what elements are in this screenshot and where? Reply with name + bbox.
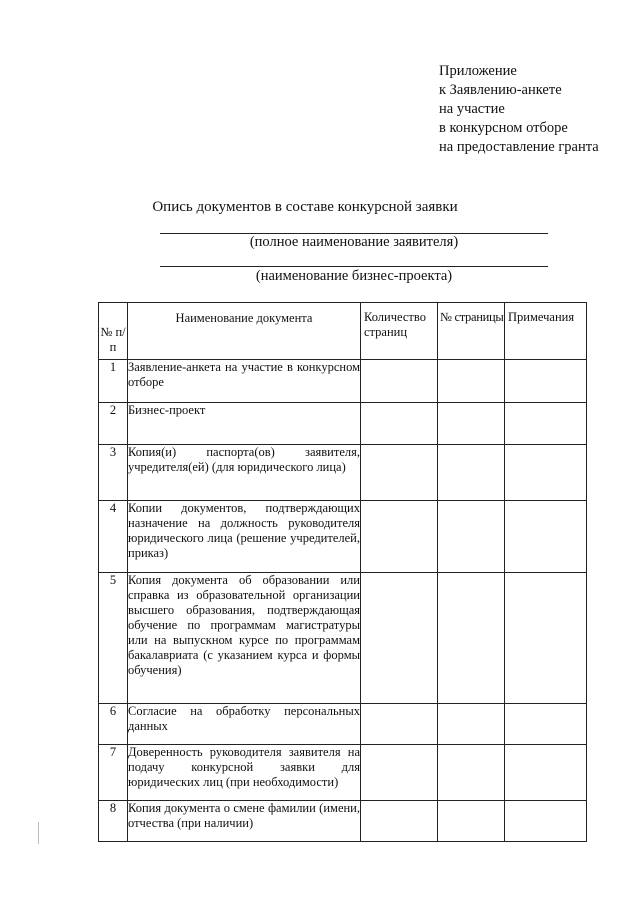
header-name: Наименование документа xyxy=(128,303,361,360)
pages-cell xyxy=(361,501,438,573)
project-name-line xyxy=(160,266,548,267)
header-pages: Количество страниц xyxy=(361,303,438,360)
appendix-line: в конкурсном отборе xyxy=(439,120,568,136)
notes-cell xyxy=(505,745,587,801)
document-name: Копия документа о смене фамилии (имени, отчества (при наличии) xyxy=(128,801,361,842)
row-number: 8 xyxy=(99,801,128,842)
table-row xyxy=(99,573,587,704)
header-notes: Примечания xyxy=(505,303,587,360)
header-page-no: № страницы xyxy=(438,303,505,360)
page-no-cell xyxy=(438,403,505,445)
document-name: Заявление-анкета на участие в конкурсном отборе xyxy=(128,360,361,403)
appendix-line: Приложение xyxy=(439,63,517,79)
table-row xyxy=(99,704,587,745)
appendix-line: на предоставление гранта xyxy=(439,139,599,155)
appendix-header xyxy=(439,62,599,157)
table-row xyxy=(99,501,587,573)
page-no-cell xyxy=(438,360,505,403)
pages-cell xyxy=(361,801,438,842)
document-name: Бизнес-проект xyxy=(128,403,361,445)
pages-cell xyxy=(361,745,438,801)
page-no-cell xyxy=(438,501,505,573)
row-number: 5 xyxy=(99,573,128,704)
notes-cell xyxy=(505,573,587,704)
pages-cell xyxy=(361,704,438,745)
row-number: 7 xyxy=(99,745,128,801)
document-name: Копии документов, подтверждающих назначение на должность руководителя юридического лица (решение учредителей, приказ) xyxy=(128,501,361,573)
page-no-cell xyxy=(438,801,505,842)
notes-cell xyxy=(505,801,587,842)
pages-cell xyxy=(361,360,438,403)
page-no-cell xyxy=(438,704,505,745)
table-row xyxy=(99,360,587,403)
applicant-name-caption: (полное наименование заявителя) xyxy=(249,234,459,250)
notes-cell xyxy=(505,501,587,573)
row-number: 1 xyxy=(99,360,128,403)
page-no-cell xyxy=(438,445,505,501)
table-row xyxy=(99,403,587,445)
header-num: № п/п xyxy=(99,303,128,360)
pages-cell xyxy=(361,573,438,704)
notes-cell xyxy=(505,360,587,403)
pages-cell xyxy=(361,403,438,445)
documents-table xyxy=(98,302,587,842)
appendix-line: к Заявлению-анкете xyxy=(439,82,562,98)
table-row xyxy=(99,801,587,842)
notes-cell xyxy=(505,445,587,501)
pages-cell xyxy=(361,445,438,501)
project-name-caption: (наименование бизнес-проекта) xyxy=(255,268,453,284)
row-number: 6 xyxy=(99,704,128,745)
document-name: Доверенность руководителя заявителя на подачу конкурсной заявки для юридических лиц (при необходимости) xyxy=(128,745,361,801)
notes-cell xyxy=(505,403,587,445)
notes-cell xyxy=(505,704,587,745)
page-no-cell xyxy=(438,573,505,704)
document-title: Опись документов в составе конкурсной заявки xyxy=(152,199,458,215)
table-row xyxy=(99,745,587,801)
table-header-row xyxy=(99,303,587,360)
document-name: Копия(и) паспорта(ов) заявителя, учредителя(ей) (для юридического лица) xyxy=(128,445,361,501)
row-number: 3 xyxy=(99,445,128,501)
row-number: 2 xyxy=(99,403,128,445)
document-name: Копия документа об образовании или справка из образовательной организации высшего образования, подтверждающая обучение по программам магистратуры или на выпускном курсе по программам бакалавриата (с указанием курса и формы обучения) xyxy=(128,573,361,704)
margin-mark xyxy=(38,822,39,844)
page-no-cell xyxy=(438,745,505,801)
document-name: Согласие на обработку персональных данных xyxy=(128,704,361,745)
table-row xyxy=(99,445,587,501)
appendix-line: на участие xyxy=(439,101,505,117)
row-number: 4 xyxy=(99,501,128,573)
